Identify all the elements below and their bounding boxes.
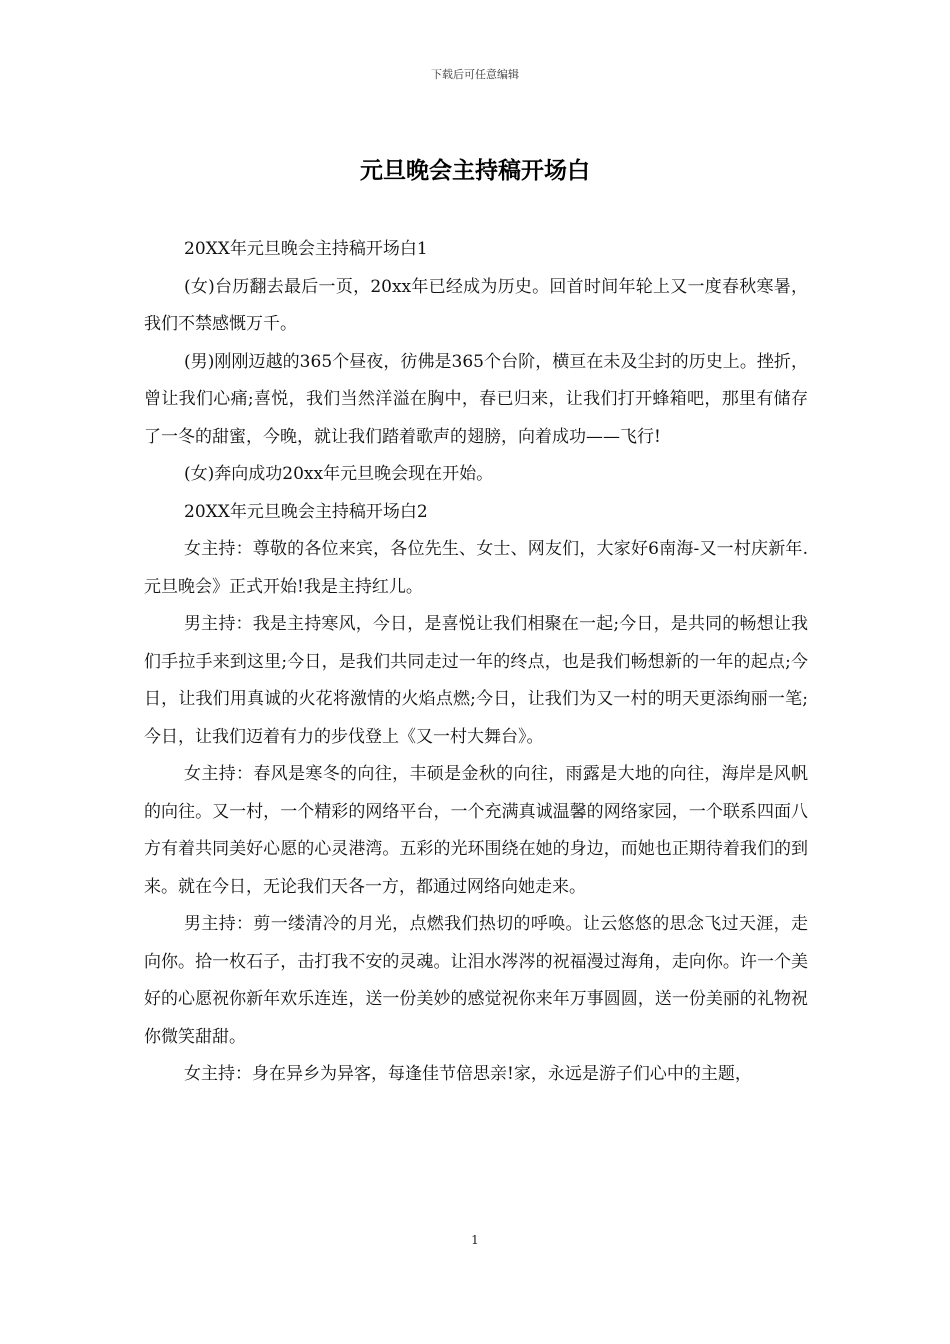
paragraph: 男主持：剪一缕清冷的月光，点燃我们热切的呼唤。让云悠悠的思念飞过天涯，走向你。拾一枚石子，击打我不安的灵魂。让泪水涔涔的祝福漫过海角，走向你。许一个美好的心愿祝你新年欢乐连连，送一份美妙的感觉祝你来年万事圆圆，送一份美丽的礼物祝你微笑甜甜。 <box>144 914 808 1047</box>
paragraph: 20XX年元旦晚会主持稿开场白2 <box>184 501 428 522</box>
page-number: 1 <box>471 1233 479 1247</box>
paragraph: 20XX年元旦晚会主持稿开场白1 <box>184 239 428 259</box>
document-title: 元旦晚会主持稿开场白 <box>360 158 590 184</box>
document-body <box>144 231 808 1094</box>
paragraph: (男)刚刚迈越的365个昼夜，彷佛是365个台阶，横亘在未及尘封的历史上。挫折，曾让我们心痛;喜悦，我们当然洋溢在胸中，春已归来，让我们打开蜂箱吧，那里有储存了一冬的甜蜜，今晚，就让我们踏着歌声的翅膀，向着成功——飞行! <box>144 351 808 447</box>
paragraph: (女)奔向成功20xx年元旦晚会现在开始。 <box>184 464 494 484</box>
paragraph: 男主持：我是主持寒风，今日，是喜悦让我们相聚在一起;今日，是共同的畅想让我们手拉手来到这里;今日，是我们共同走过一年的终点，也是我们畅想新的一年的起点;今日，让我们用真诚的火花将激情的火焰点燃;今日，让我们为又一村的明天更添绚丽一笔;今日，让我们迈着有力的步伐登上《又一村大舞台》。 <box>144 614 808 747</box>
paragraph: 女主持：身在异乡为异客，每逢佳节倍思亲!家，永远是游子们心中的主题， <box>184 1064 752 1084</box>
paragraph: (女)台历翻去最后一页，20xx年已经成为历史。回首时间年轮上又一度春秋寒暑，我们不禁感慨万千。 <box>144 276 808 334</box>
header-note: 下载后可任意编辑 <box>431 68 519 81</box>
paragraph: 女主持：尊敬的各位来宾，各位先生、女士、网友们，大家好6南海-又一村庆新年.元旦晚会》正式开始!我是主持红儿。 <box>144 539 808 597</box>
paragraph: 女主持：春风是寒冬的向往，丰硕是金秋的向往，雨露是大地的向往，海岸是风帆的向往。又一村，一个精彩的网络平台，一个充满真诚温馨的网络家园，一个联系四面八方有着共同美好心愿的心灵港湾。五彩的光环围绕在她的身边，而她也正期待着我们的到来。就在今日，无论我们天各一方，都通过网络向她走来。 <box>144 764 808 897</box>
